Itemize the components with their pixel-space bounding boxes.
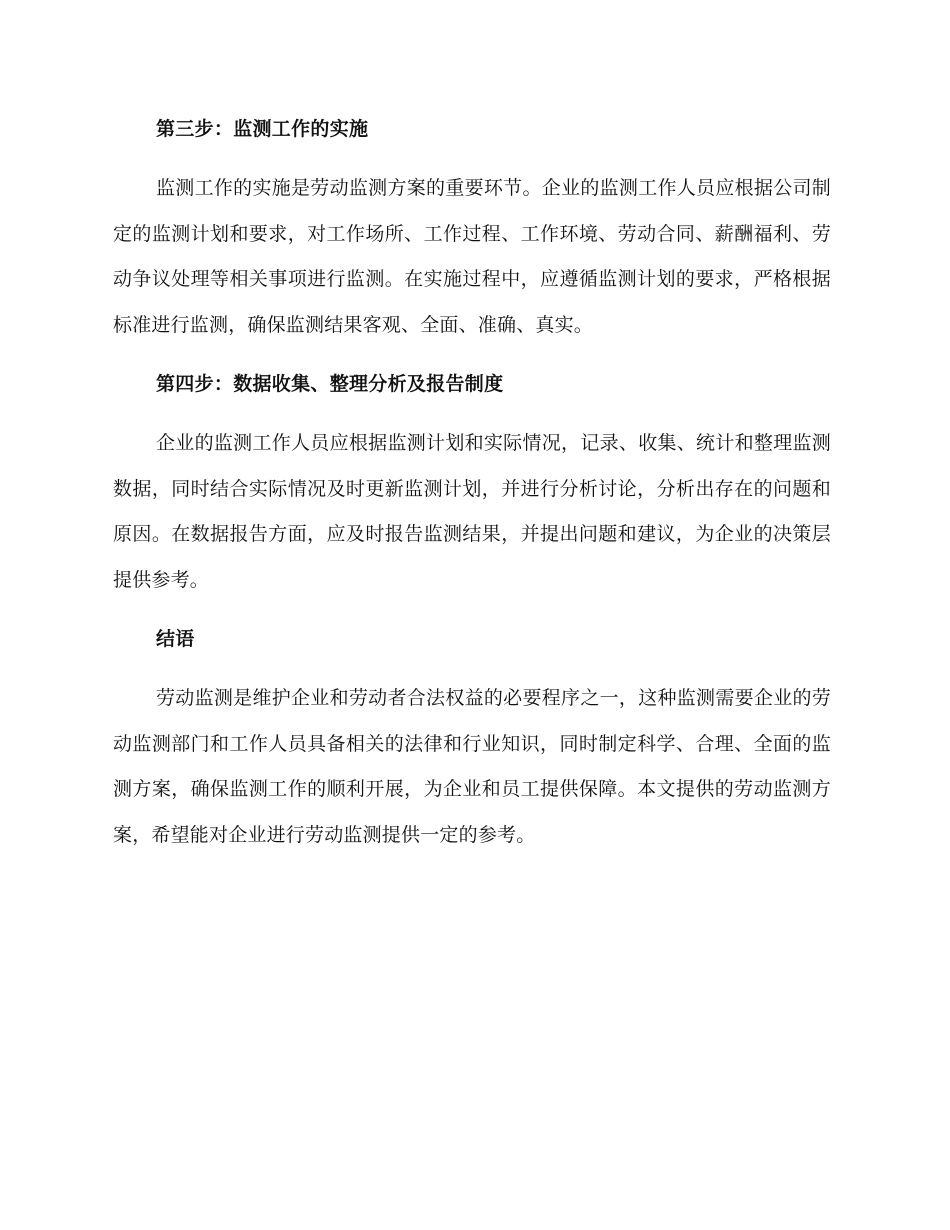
section-heading-step-three: 第三步：监测工作的实施 [156, 118, 369, 140]
section-body-conclusion: 劳动监测是维护企业和劳动者合法权益的必要程序之一，这种监测需要企业的劳动监测部门和工作人员具备相关的法律和行业知识，同时制定科学、合理、全面的监测方案，确保监测工作的顺利开展，为企业和员工提供保障。本文提供的劳动监测方案，希望能对企业进行劳动监测提供一定的参考。 [113, 687, 831, 846]
document-page [113, 113, 831, 858]
section-body-step-four: 企业的监测工作人员应根据监测计划和实际情况，记录、收集、统计和整理监测数据，同时结合实际情况及时更新监测计划，并进行分析讨论，分析出存在的问题和原因。在数据报告方面，应及时报告监测结果，并提出问题和建议，为企业的决策层提供参考。 [113, 432, 831, 591]
section-heading-conclusion: 结语 [156, 628, 195, 650]
section-heading-step-four: 第四步：数据收集、整理分析及报告制度 [156, 373, 504, 395]
section-body-step-three: 监测工作的实施是劳动监测方案的重要环节。企业的监测工作人员应根据公司制定的监测计划和要求，对工作场所、工作过程、工作环境、劳动合同、薪酬福利、劳动争议处理等相关事项进行监测。在实施过程中，应遵循监测计划的要求，严格根据标准进行监测，确保监测结果客观、全面、准确、真实。 [113, 177, 831, 336]
